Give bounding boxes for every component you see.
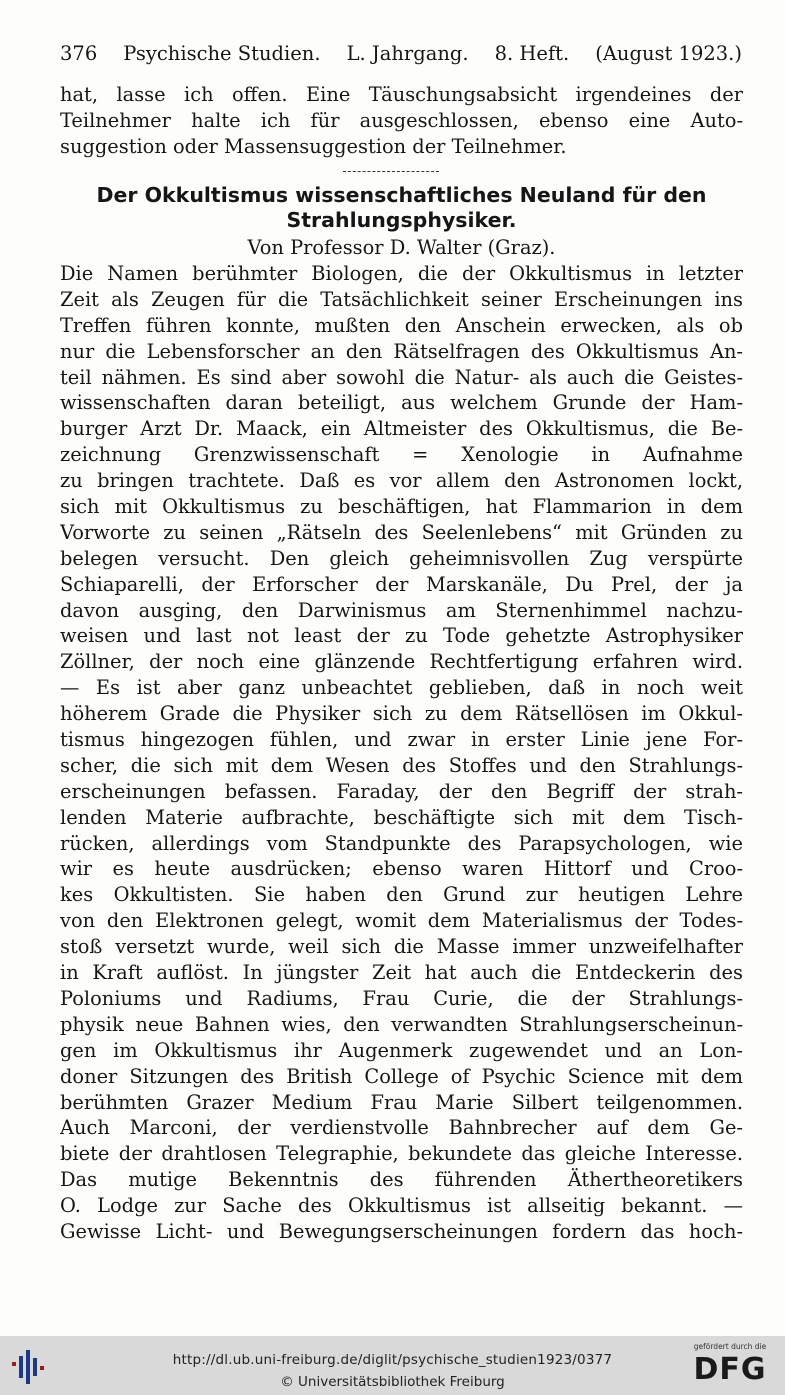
text-line: burger Arzt Dr. Maack, ein Altmeister des Okkultismus, die Be-	[60, 417, 743, 441]
text-line: Die Namen berühmter Biologen, die der Okkultismus in letzter	[60, 262, 743, 285]
article-title: Der Okkultismus wissenschaftliches Neuland für den	[96, 183, 707, 207]
text-line: berühmten Grazer Medium Frau Marie Silbert teilgenommen.	[60, 1090, 743, 1114]
text-line: Schiaparelli, der Erforscher der Marskanäle, Du Prel, der ja	[60, 572, 743, 596]
text-line: nur die Lebensforscher an den Rätselfragen des Okkultismus An-	[60, 339, 743, 363]
issue-label: 8. Heft.	[494, 42, 570, 65]
volume-label: L. Jahrgang.	[346, 42, 469, 65]
text-line: hat, lasse ich offen. Eine Täuschungsabsicht irgendeines der	[60, 83, 743, 106]
article-title-continued: Strahlungsphysiker.	[286, 208, 517, 232]
text-line: höherem Grade die Physiker sich zu dem Rätsellösen im Okkul-	[60, 702, 743, 726]
dfg-logo-icon: DFG	[693, 1352, 767, 1387]
running-head	[60, 42, 740, 66]
text-line: wir es heute ausdrücken; ebenso waren Hittorf und Croo-	[60, 857, 743, 881]
text-line: weisen und last not least der zu Tode gehetzte Astrophysiker	[60, 624, 743, 648]
text-line: davon ausging, den Darwinismus am Sternenhimmel nachzu-	[60, 598, 743, 622]
text-line: zeichnung Grenzwissenschaft = Xenologie in Aufnahme	[60, 443, 743, 467]
text-line: wissenschaften daran beteiligt, aus welchem Grunde der Ham-	[60, 391, 743, 415]
text-line: Zöllner, der noch eine glänzende Rechtfertigung erfahren wird.	[60, 650, 743, 674]
text-line: Vorworte zu seinen „Rätseln des Seelenlebens“ mit Gründen zu	[60, 520, 743, 544]
text-line: teil nähmen. Es sind aber sowohl die Natur- als auch die Geistes-	[60, 365, 743, 389]
copyright-notice: © Universitätsbibliothek Freiburg	[280, 1374, 505, 1390]
page-number: 376	[60, 42, 98, 65]
text-line: stoß versetzt wurde, weil sich die Masse immer unzweifelhafter	[60, 935, 743, 959]
previous-article-end	[60, 82, 743, 160]
text-line: gen im Okkultismus ihr Augenmerk zugewendet und an Lon-	[60, 1038, 743, 1062]
text-line: suggestion oder Massensuggestion der Teilnehmer.	[60, 134, 567, 158]
journal-title: Psychische Studien.	[123, 42, 321, 65]
text-line: kes Okkultisten. Sie haben den Grund zur heutigen Lehre	[60, 883, 743, 907]
text-line: tismus hingezogen fühlen, und zwar in erster Linie jene For-	[60, 728, 743, 752]
dfg-logo	[685, 1342, 775, 1390]
text-line: Zeit als Zeugen für die Tatsächlichkeit seiner Erscheinungen ins	[60, 287, 743, 311]
text-line: in Kraft auflöst. In jüngster Zeit hat auch die Entdeckerin des	[60, 961, 743, 985]
text-line: Poloniums und Radiums, Frau Curie, die der Strahlungs-	[60, 986, 743, 1010]
text-line: belegen versucht. Den gleich geheimnisvollen Zug verspürte	[60, 546, 743, 570]
text-line: O. Lodge zur Sache des Okkultismus ist allseitig bekannt. —	[60, 1194, 743, 1218]
text-line: zu bringen trachtete. Daß es vor allem den Astronomen lockt,	[60, 469, 743, 493]
text-line: physik neue Bahnen wies, den verwandten Strahlungserscheinun-	[60, 1012, 743, 1036]
text-line: Treffen führen konnte, mußten den Anschein erwecken, als ob	[60, 313, 743, 337]
text-line: erscheinungen befassen. Faraday, der den Begriff der strah-	[60, 779, 743, 803]
text-line: Auch Marconi, der verdienstvolle Bahnbrecher auf dem Ge-	[60, 1116, 743, 1140]
text-line: Teilnehmer halte ich für ausgeschlossen, ebenso eine Auto-	[60, 108, 743, 132]
text-line: scher, die sich mit dem Wesen des Stoffes und den Strahlungs-	[60, 753, 743, 777]
source-url[interactable]: http://dl.ub.uni-freiburg.de/diglit/psychische_studien1923/0377	[172, 1352, 613, 1368]
article-byline: Von Professor D. Walter (Graz).	[247, 236, 556, 259]
dfg-tagline: gefördert durch die	[693, 1342, 767, 1351]
article-body	[60, 261, 743, 1245]
text-line: — Es ist aber ganz unbeachtet geblieben, daß in noch weit	[60, 676, 743, 700]
issue-date: (August 1923.)	[595, 42, 742, 65]
text-line: sich mit Okkultismus zu beschäftigen, hat Flammarion in dem	[60, 495, 743, 519]
text-line: doner Sitzungen des British College of Psychic Science mit dem	[60, 1064, 743, 1088]
text-line: rücken, allerdings vom Standpunkte des Parapsychologen, wie	[60, 831, 743, 855]
text-line: biete der drahtlosen Telegraphie, bekundete das gleiche Interesse.	[60, 1142, 743, 1166]
digitization-footer	[0, 1336, 785, 1395]
text-line: Gewisse Licht- und Bewegungserscheinungen fordern das hoch-	[60, 1219, 743, 1243]
text-line: lenden Materie aufbrachte, beschäftigte sich mit dem Tisch-	[60, 805, 743, 829]
section-divider	[343, 171, 439, 172]
text-line: Das mutige Bekenntnis des führenden Äthertheoretikers	[60, 1168, 743, 1192]
text-line: von den Elektronen gelegt, womit dem Materialismus der Todes-	[60, 909, 743, 933]
